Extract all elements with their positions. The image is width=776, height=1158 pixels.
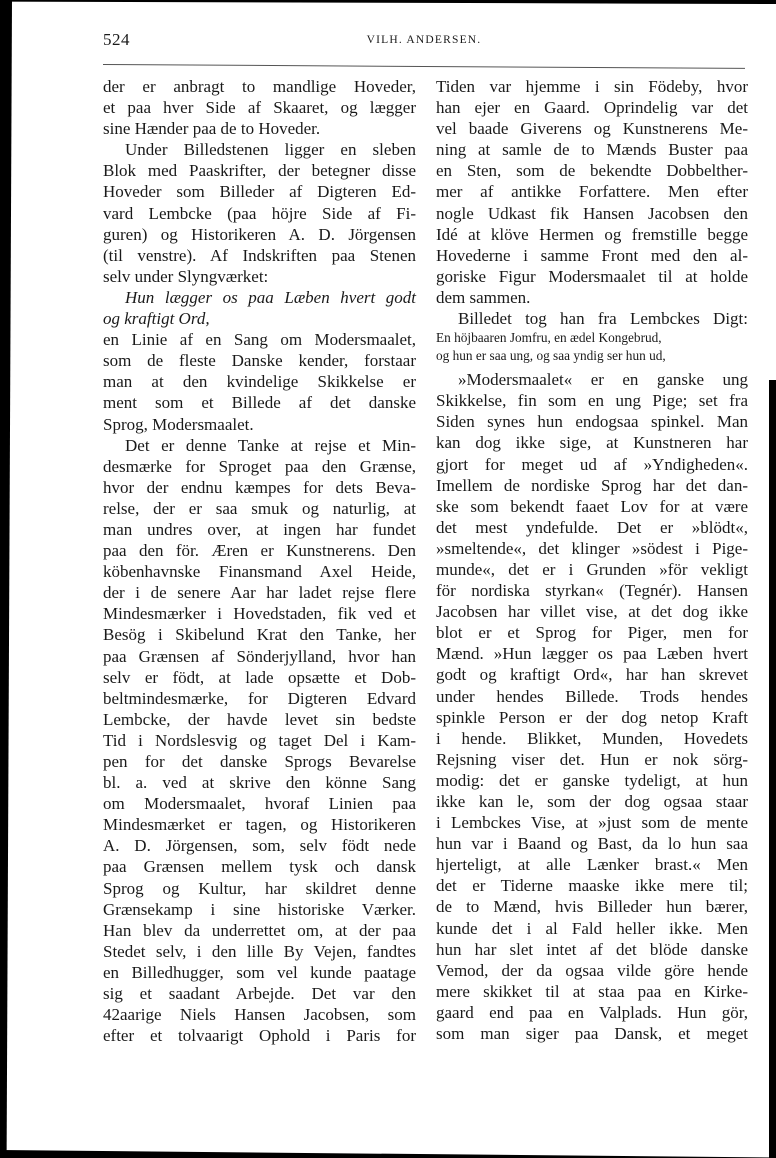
text-line: gjort for meget ud af »Yndigheden«. bbox=[436, 454, 748, 474]
text-line: paa Grænsen af Sönderjylland, hvor han bbox=[103, 646, 416, 666]
text-line: nogle Udkast fik Hansen Jacobsen den bbox=[436, 203, 748, 223]
header-rule bbox=[103, 64, 745, 69]
text-line: Sprog og Kultur, har skildret denne bbox=[103, 878, 416, 898]
text-line: pen for det danske Sprogs Bevarelse bbox=[103, 752, 416, 771]
verse-quote-line: og hun er saa ung, og saa yndig ser hun ud, bbox=[436, 348, 666, 364]
running-title: VILH. ANDERSEN. bbox=[366, 34, 482, 46]
text-line: man at den kvindelige Skikkelse er bbox=[103, 372, 416, 392]
text-line: Hovederne i samme Front med den al- bbox=[436, 245, 748, 265]
text-line: »smeltende«, det klinger »södest i Pige- bbox=[436, 538, 748, 558]
text-line: han ejer en Gaard. Oprindelig var det bbox=[436, 98, 748, 118]
text-line: det mest yndefulde. Det er »blödt«, bbox=[436, 517, 748, 537]
text-line: Vemod, der da ogsaa vilde göre hende bbox=[436, 960, 748, 980]
text-line: de to Mænd, hvis Billeder hun bærer, bbox=[436, 897, 748, 917]
right-column bbox=[436, 76, 748, 1044]
text-line: Besög i Skibelund Krat den Tanke, her bbox=[103, 625, 416, 645]
text-line: Stedet selv, i den lille By Vejen, fandtes bbox=[103, 941, 416, 961]
text-line: Hoveder som Billeder af Digteren Ed- bbox=[103, 182, 416, 202]
text-line: Mænd. »Hun lægger os paa Læben hvert bbox=[436, 644, 748, 664]
text-line: paa den för. Æren er Kunstnerens. Den bbox=[103, 541, 416, 561]
text-line: Imellem de nordiske Sprog har det dan- bbox=[436, 475, 748, 495]
text-line: vard Lembcke (paa höjre Side af Fi- bbox=[103, 203, 416, 223]
text-line: Tid i Nordslesvig og taget Del i Kam- bbox=[103, 730, 416, 750]
text-line: 42aarige Niels Hansen Jacobsen, som bbox=[103, 1005, 416, 1025]
scan-border-left bbox=[0, 0, 12, 1158]
text-line: sine Hænder paa de to Hoveder. bbox=[103, 119, 321, 139]
text-line: Tiden var hjemme i sin Födeby, hvor bbox=[436, 77, 748, 96]
text-line: Mindesmærker i Hovedstaden, fik ved et bbox=[103, 604, 416, 624]
running-head bbox=[103, 30, 745, 60]
text-line: paa Grænsen mellem tysk och dansk bbox=[103, 857, 416, 877]
text-line: Mindesmærket er tagen, og Historikeren bbox=[103, 815, 416, 835]
text-line: Det er denne Tanke at rejse et Min- bbox=[125, 435, 416, 455]
text-line: Idé at klöve Hermen og fremstille begge bbox=[436, 224, 748, 244]
text-line: (til venstre). Af Indskriften paa Stenen bbox=[103, 245, 416, 265]
text-line: hun var i Baand og Bast, da lo hun saa bbox=[436, 834, 748, 854]
text-line: mer af antikke Forfattere. Men efter bbox=[436, 182, 748, 202]
text-line: blot er et Sprog for Piger, men for bbox=[436, 623, 748, 643]
text-line: Skikkelse, fin som en ung Pige; set fra bbox=[436, 391, 748, 411]
text-line: en Billedhugger, som vel kunde paatage bbox=[103, 962, 416, 982]
text-line: Jacobsen har villet vise, at det dog ikke bbox=[436, 602, 748, 622]
text-line: som man siger paa Dansk, et meget bbox=[436, 1024, 748, 1044]
text-line: man undres over, at ingen har fundet bbox=[103, 519, 416, 539]
text-line: Siden synes hun endogsaa spinkel. Man bbox=[436, 412, 748, 432]
scan-border-bottom bbox=[0, 1148, 776, 1158]
text-line: desmærke for Sproget paa den Grænse, bbox=[103, 456, 416, 476]
text-line: ikke kan le, som der dog ogsaa staar bbox=[436, 792, 748, 811]
text-line: »Modersmaalet« er en ganske ung bbox=[458, 370, 748, 390]
text-line: beltmindesmærke, for Digteren Edvard bbox=[103, 688, 416, 708]
verse-quote-line: En höjbaaren Jomfru, en ædel Kongebrud, bbox=[436, 330, 662, 346]
text-line: som de fleste Danske kender, forstaar bbox=[103, 351, 416, 371]
text-line: Under Billedstenen ligger en sleben bbox=[125, 140, 416, 160]
page-number: 524 bbox=[103, 30, 130, 49]
text-line: i hende. Blikket, Munden, Hovedets bbox=[436, 728, 748, 748]
text-line: ske som bekendt faaet Lov for at være bbox=[436, 496, 748, 516]
text-line: ning at samle de to Mænds Buster paa bbox=[436, 140, 748, 160]
text-line: Grænsekamp i sine historiske Værker. bbox=[103, 899, 416, 919]
text-line: Lembcke, der havde levet sin bedste bbox=[103, 709, 416, 729]
text-line: ment som et Billede af det danske bbox=[103, 393, 416, 413]
text-line: bl. a. ved at skrive den könne Sang bbox=[103, 773, 416, 793]
text-line: under hendes Billede. Trods hendes bbox=[436, 686, 748, 706]
text-line: dem sammen. bbox=[436, 287, 531, 307]
text-line: vel baade Giverens og Kunstnerens Me- bbox=[436, 119, 748, 139]
text-line: för nordiska styrkan« (Tegnér). Hansen bbox=[436, 581, 748, 601]
text-line: en Linie af en Sang om Modersmaalet, bbox=[103, 330, 416, 350]
left-column bbox=[103, 76, 416, 1046]
text-line: der i de senere Aar har ladet rejse flere bbox=[103, 583, 416, 603]
text-line: selv er födt, at lade opsætte et Dob- bbox=[103, 667, 416, 687]
text-line: Han blev da underrettet om, at der paa bbox=[103, 920, 416, 940]
text-line: og kraftigt Ord, bbox=[103, 309, 210, 329]
text-line: om Modersmaalet, hvoraf Linien paa bbox=[103, 794, 416, 814]
text-line: der er anbragt to mandlige Hoveder, bbox=[103, 77, 416, 96]
text-line: Hun lægger os paa Læben hvert godt bbox=[125, 287, 416, 307]
text-line: en Sten, som de bekendte Dobbelther- bbox=[436, 161, 748, 181]
text-line: hun har slet intet af det blöde danske bbox=[436, 939, 748, 959]
text-line: et paa hver Side af Skaaret, og lægger bbox=[103, 98, 416, 118]
text-line: det er Tiderne maaske ikke mere til; bbox=[436, 876, 748, 896]
text-line: Sprog, Modersmaalet. bbox=[103, 414, 254, 434]
scan-border-right bbox=[769, 380, 776, 1158]
text-line: kan dog ikke sige, at Kunstneren har bbox=[436, 433, 748, 453]
text-line: godt og kraftigt Ord«, har han skrevet bbox=[436, 665, 748, 685]
text-line: hjerteligt, at alle Lænker brast.« Men bbox=[436, 855, 748, 875]
text-line: munde«, det er i Grunden »för vekligt bbox=[436, 559, 748, 579]
text-line: Rejsning viser det. Hun er nok sörg- bbox=[436, 749, 748, 769]
text-line: kunde det i al Fald heller ikke. Men bbox=[436, 918, 748, 938]
text-line: spinkle Person er der dog netop Kraft bbox=[436, 707, 748, 727]
text-line: sig et saadant Arbejde. Det var den bbox=[103, 984, 416, 1004]
text-line: guren) og Historikeren A. D. Jörgensen bbox=[103, 224, 416, 244]
text-line: relse, der er saa smuk og naturlig, at bbox=[103, 498, 416, 518]
text-line: köbenhavnske Finansmand Axel Heide, bbox=[103, 562, 416, 582]
text-line: gaard end paa en Valplads. Hun gör, bbox=[436, 1002, 748, 1022]
text-line: A. D. Jörgensen, som, selv födt nede bbox=[103, 836, 416, 856]
text-line: mere skikket til at staa paa en Kirke- bbox=[436, 981, 748, 1001]
scan-border-top bbox=[0, 0, 776, 4]
text-line: goriske Figur Modersmaalet til at holde bbox=[436, 266, 748, 286]
text-line: Billedet tog han fra Lembckes Digt: bbox=[458, 309, 748, 329]
text-line: selv under Slyngværket: bbox=[103, 266, 269, 286]
text-line: Blok med Paaskrifter, der betegner disse bbox=[103, 161, 416, 181]
text-line: efter et tolvaarigt Ophold i Paris for bbox=[103, 1026, 416, 1046]
text-line: hvor der endnu kæmpes for dets Beva- bbox=[103, 477, 416, 497]
text-line: i Lembckes Vise, at »just som de mente bbox=[436, 813, 748, 833]
text-line: modig: det er ganske tydeligt, at hun bbox=[436, 770, 748, 790]
